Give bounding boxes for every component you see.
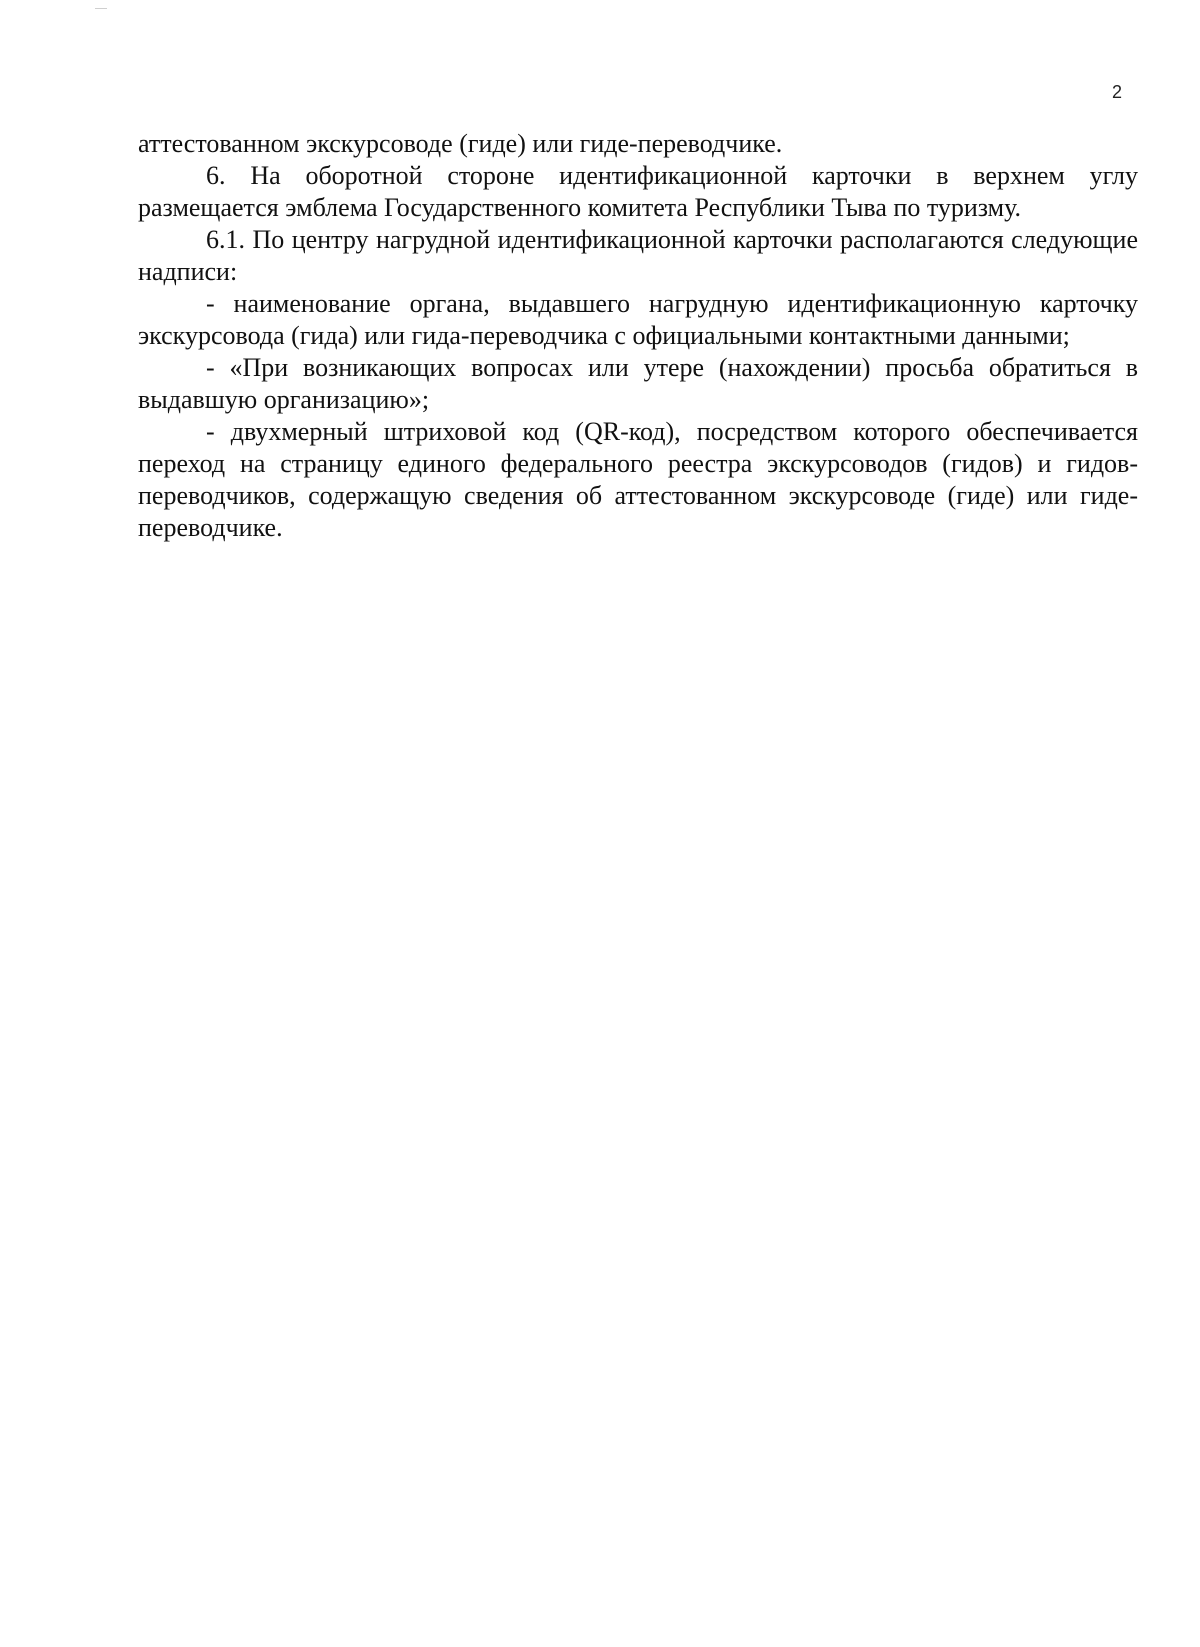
page-number: 2 (1111, 82, 1122, 102)
paragraph-continuation: аттестованном экскурсоводе (гиде) или гиде-переводчике. (138, 129, 783, 158)
scan-artifact (95, 8, 107, 9)
paragraph-6: 6. На оборотной стороне идентификационной карточки в верхнем углу размещается эмблема Государственного комитета Республики Тыва по туризму. (138, 161, 1138, 222)
list-item-issuing-body: - наименование органа, выдавшего нагрудную идентификационную карточку экскурсовода (гида) или гида-переводчика с официальными контактными данными; (138, 289, 1138, 350)
list-item-qr-code: - двухмерный штриховой код (QR-код), посредством которого обеспечивается переход на страницу единого федерального реестра экскурсоводов (гидов) и гидов-переводчиков, содержащую сведения об аттестованном экскурсоводе (гиде) или гиде-переводчике. (138, 417, 1138, 542)
paragraph-6-1: 6.1. По центру нагрудной идентификационной карточки располагаются следующие надписи: (138, 225, 1138, 286)
document-body (138, 128, 1138, 544)
list-item-lost-card-notice: - «При возникающих вопросах или утере (нахождении) просьба обратиться в выдавшую организацию»; (138, 353, 1138, 414)
